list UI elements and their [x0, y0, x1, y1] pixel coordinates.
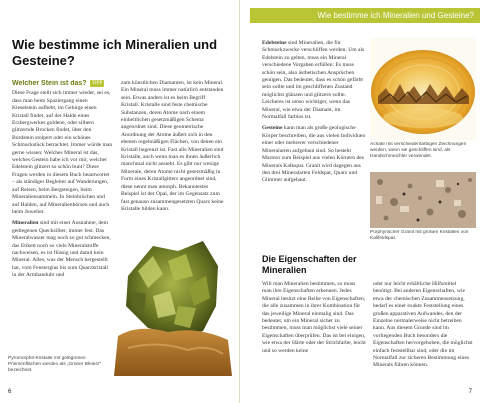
chapter-header: Wie bestimme ich Mineralien und Gesteine? [250, 8, 480, 23]
granite-photo [370, 172, 476, 228]
paragraph: zum künstlichen Diamanten, ist kein Mineral. Ein Mineral muss immer natürlich entstanden sein. Etwas anders ist es beim Begriff Kristall. Kristalle sind feste chemische Substanzen, deren Atome nach einem einheitlichen gesetzmäßigen Schema angeordnet sind. Diese geometrische Anordnung der Atome äußert sich in den ebenen regelmäßigen Flächen, von denen ein Kristall begrenzt ist. Fast alle Mineralien sind Kristalle, auch wenn man es ihnen äußerlich manchmal nicht ansieht. Es gibt nur wenige Minerale, deren Atome nicht gesetzmäßig in Form eines Kristallgitters angeordnet sind, diese nennt man amorph. Bekanntestes Beispiel ist der Opal, der im Gegensatz zum fast genauso zusammengesetzten Quarz keine Kristalle bilden kann. [121, 80, 224, 212]
paragraph: Gesteine kann man als große geologische Körper beschreiben, die aus vielen Individuen einer oder mehrerer verschiedener Mineralarten aufgebaut sind. So besteht Marmor zum Beispiel aus vielen Körnern des Minerals Kalkspat. Granit wird dagegen aus den drei Mineralarten Feldspat, Quarz und Glimmer aufgebaut. [262, 125, 366, 184]
paragraph: Mineralien sind mit einer Ausnahme, dem gediegenen Quecksilber, immer fest. Das Mineralwasser mag noch so gut schmecken, das Etikett noch so viele Mineralstoffe nachweisen, es ist flüssig und damit kein Mineral. Alles, was der Mensch hergestellt hat, vom Fensterglas bis zum Quarzkristall in der Armbanduhr und [12, 220, 111, 279]
right-column-1b [262, 281, 366, 381]
section-title: Die Eigenschaften der Mineralien [262, 254, 357, 275]
page-number: 7 [468, 389, 472, 395]
left-column-2 [121, 80, 224, 232]
paragraph: Will man Mineralien bestimmen, so muss man ihre Eigenschaften erkennen. Jedes Mineral besitzt eine Reihe von Eigenschaften, die alle zusammen in ihrer Kombination für das jeweilige Mineral einmalig sind. Das bedeutet, um ein Mineral sicher zu bestimmen, muss man möglichst viele seiner Eigenschaften überprüfen. Das ist bei einigen, wie etwa der Härte oder der Strichfarbe, leicht und so werden keine [262, 281, 366, 354]
pyromorphite-photo [108, 236, 236, 376]
right-column-1 [262, 40, 366, 220]
agate-caption: Achate mit verschiedenfarbigen Zeichnungen werden, wenn sie geschliffen sind, als Handschmeichler verwendet. [370, 142, 467, 159]
agate-photo [370, 38, 476, 140]
paragraph: Edelsteine sind Mineralien, die für Schmuckzwecke verschliffen werden. Um als Edelstein zu gelten, muss ein Mineral verschiedene Vorgaben erfüllen: Es muss schön sein, also ästhetischen Ansprüchen genügen. Das bedeutet, dass es schön gefärbt sein sollte und im geschliffenen Zustand möglichst glänzen und glitzern sollte. Leicheres ist umso wichtiger, wenn das Mineral, wie etwa der Diamant, im Normalfall farblos ist. [262, 40, 365, 121]
right-page [240, 0, 480, 403]
page-number: 6 [8, 389, 12, 395]
subhead: Welcher Stein ist das? [12, 80, 87, 87]
photo-caption: Pyromorphit-Kristalle mit gelbgrünen Prismenflächen werden als „Grüner Bleierz" bezeichnet. [8, 356, 102, 373]
tip-badge: TIPP [91, 81, 103, 87]
paragraph: Diese Frage stellt sich immer wieder, sei es, dass man beim Spaziergang einen Kieselstein aufhebt, im Gebirge einen Kristall findet, auf der Halde eines Erzbergwerkes goldene, oder silbern glitzernde Brocken findet, über den Bordstein stolpert oder ein schönes Schmuckstück betrachtet. Immer würde man gerne wissen: Welches Mineral ist das, welches Gestein habe ich vor mir, welcher Edelstein glitzert so schön bunt? Diese Fragen werden in diesem Buch beantwortet – als ständiger Begleiter auf Wanderungen, auf Reisen, beim Bergsteigen, beim Mineraliensammeln. In Steinbrüchen und auf Halden, auf Mineralienbörsen und auch beim Juwelier. [12, 90, 113, 215]
page-title: Wie bestimme ich Mineralien und Gesteine? [12, 37, 218, 68]
granite-caption: Porphyrischer Granit mit großen Kristallen von Kalifeldspat. [370, 230, 469, 241]
right-column-2 [373, 281, 474, 381]
left-column-1 [12, 80, 113, 350]
paragraph: oder nur leicht erhältliche Hilfsmittel benötigt. Bei anderen Eigenschaften, wie etwa der chemischen Zusammensetzung, bedarf es einer exakte Feststellung eines großen apparativen Aufwandes, den der Einzelne normalerweise nicht betreiben kann. Aus diesem Grunde sind im vorliegenden Buch besonders die Eigenschaften hervorgehoben, die möglichst einfach feststellbar sind, oder die im Normalfall zur sicheren Bestimmung eines Minerals führen können. [373, 281, 473, 369]
